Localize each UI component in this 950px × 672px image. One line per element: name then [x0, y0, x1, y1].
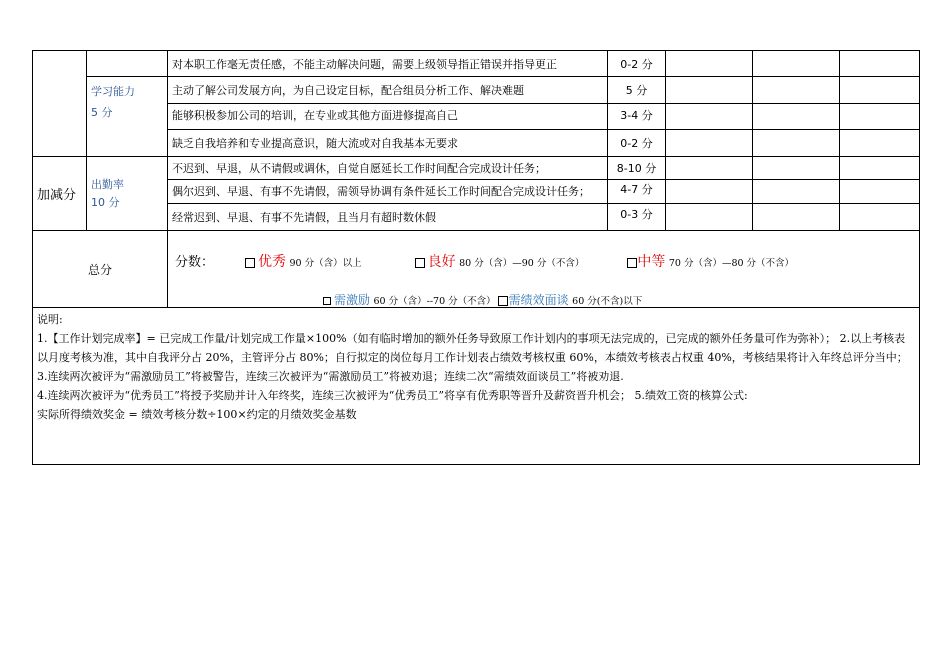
- manager-score-cell[interactable]: [753, 157, 840, 180]
- manager-score-cell[interactable]: [753, 180, 840, 204]
- grade-medium-range: 70 分（含）—80 分（不含）: [668, 258, 795, 269]
- self-score-cell[interactable]: [666, 204, 753, 231]
- self-score-cell[interactable]: [666, 77, 753, 104]
- notes-paragraph-4: 实际所得绩效奖金 = 绩效考核分数÷100×约定的月绩效奖金基数: [37, 408, 357, 421]
- attendance-item-name: 出勤率: [91, 177, 124, 191]
- notes-paragraph-1: 1.【工作计划完成率】= 已完成工作量/计划完成工作量×100%（如有临时增加的额外任务导致原工作计划内的事项无法完成的，已完成的额外任务量可作为弥补）； 2.以上考核表以月度考核为准，其中自我评分占 20%，主管评分占 80%；自行拟定的岗位每月工作计划表占绩效考核权重 60%，本绩效考核表占权重 40%，考核结果将计入年终总评分当中；: [37, 332, 908, 364]
- manager-score-cell[interactable]: [753, 130, 840, 157]
- grade-excellent-range: 90 分（含）以上: [289, 258, 362, 269]
- final-score-cell[interactable]: [840, 180, 920, 204]
- table-row: [33, 51, 920, 77]
- evaluation-sheet: [32, 50, 919, 465]
- criteria-desc: 主动了解公司发展方向，为自己设定目标，配合组员分析工作、解决难题: [168, 77, 608, 104]
- criteria-desc: 能够积极参加公司的培训，在专业或其他方面进修提高自己: [168, 104, 608, 130]
- grade-cell: [168, 231, 920, 308]
- criteria-score: 0-2 分: [608, 130, 666, 157]
- manager-score-cell[interactable]: [753, 77, 840, 104]
- grade-options-row2: [323, 291, 642, 308]
- checkbox-excellent[interactable]: [245, 258, 255, 268]
- total-label: 总分: [33, 231, 168, 308]
- notes-cell: [33, 308, 920, 465]
- manager-score-cell[interactable]: [753, 204, 840, 231]
- grade-good-range: 80 分（含）—90 分（不含）: [459, 258, 585, 269]
- criteria-score: 0-3 分: [608, 204, 666, 231]
- score-label: 分数：: [175, 255, 215, 270]
- grade-options-row1: [175, 251, 794, 271]
- notes-paragraph-2: 3.连续两次被评为“需激励员工”将被警告，连续三次被评为“需激励员工”将被劝退；连续二次“需绩效面谈员工”将被劝退.: [37, 370, 624, 383]
- self-score-cell[interactable]: [666, 130, 753, 157]
- study-item-name: 学习能力: [91, 85, 135, 98]
- manager-score-cell[interactable]: [753, 104, 840, 130]
- grade-needs-motivation-name: 需激励: [334, 293, 371, 307]
- study-item-points: 5 分: [91, 106, 113, 119]
- study-item-cell: [87, 77, 168, 157]
- final-score-cell[interactable]: [840, 104, 920, 130]
- checkbox-medium[interactable]: [627, 258, 637, 268]
- grade-needs-interview-range: 60 分(不含)以下: [572, 296, 643, 307]
- criteria-score: 5 分: [608, 77, 666, 104]
- criteria-score: 0-2 分: [608, 51, 666, 77]
- self-score-cell[interactable]: [666, 157, 753, 180]
- grade-medium-name: 中等: [637, 254, 666, 270]
- checkbox-needs-motivation[interactable]: [323, 297, 331, 305]
- criteria-desc: 不迟到、早退，从不请假或调休，自觉自愿延长工作时间配合完成设计任务；: [168, 157, 608, 180]
- grade-good-name: 良好: [427, 254, 456, 270]
- checkbox-needs-interview[interactable]: [498, 296, 508, 306]
- total-row: [33, 231, 920, 308]
- self-score-cell[interactable]: [666, 180, 753, 204]
- manager-score-cell[interactable]: [753, 51, 840, 77]
- bonus-category: 加减分: [33, 157, 87, 231]
- table-row: [33, 157, 920, 180]
- grade-excellent-name: 优秀: [258, 254, 287, 270]
- final-score-cell[interactable]: [840, 130, 920, 157]
- criteria-score: 3-4 分: [608, 104, 666, 130]
- category-cell-empty: [33, 51, 87, 157]
- criteria-desc: 偶尔迟到、早退、有事不先请假，需领导协调有条件延长工作时间配合完成设计任务；: [168, 180, 608, 204]
- criteria-desc: 经常迟到、早退、有事不先请假，且当月有超时数休假: [168, 204, 608, 231]
- final-score-cell[interactable]: [840, 51, 920, 77]
- notes-row: [33, 308, 920, 465]
- self-score-cell[interactable]: [666, 104, 753, 130]
- grade-needs-interview-name: 需绩效面谈: [508, 293, 569, 307]
- notes-paragraph-3: 4.连续两次被评为“优秀员工”将授予奖励并计入年终奖，连续三次被评为“优秀员工”将享有优秀职等晋升及薪资晋升机会； 5.绩效工资的核算公式:: [37, 389, 748, 402]
- checkbox-good[interactable]: [415, 258, 425, 268]
- final-score-cell[interactable]: [840, 204, 920, 231]
- item-cell-empty: [87, 51, 168, 77]
- table-row: [33, 77, 920, 104]
- criteria-score: 4-7 分: [608, 180, 666, 204]
- notes-title: 说明:: [37, 313, 63, 326]
- attendance-item-cell: [87, 157, 168, 231]
- final-score-cell[interactable]: [840, 77, 920, 104]
- criteria-desc: 缺乏自我培养和专业提高意识，随大流或对自我基本无要求: [168, 130, 608, 157]
- criteria-desc: 对本职工作毫无责任感，不能主动解决问题，需要上级领导指正错误并指导更正: [168, 51, 608, 77]
- attendance-item-points: 10 分: [91, 195, 120, 209]
- evaluation-table: [32, 50, 920, 465]
- grade-needs-motivation-range: 60 分（含）--70 分（不含）: [373, 296, 496, 307]
- criteria-score: 8-10 分: [608, 157, 666, 180]
- final-score-cell[interactable]: [840, 157, 920, 180]
- self-score-cell[interactable]: [666, 51, 753, 77]
